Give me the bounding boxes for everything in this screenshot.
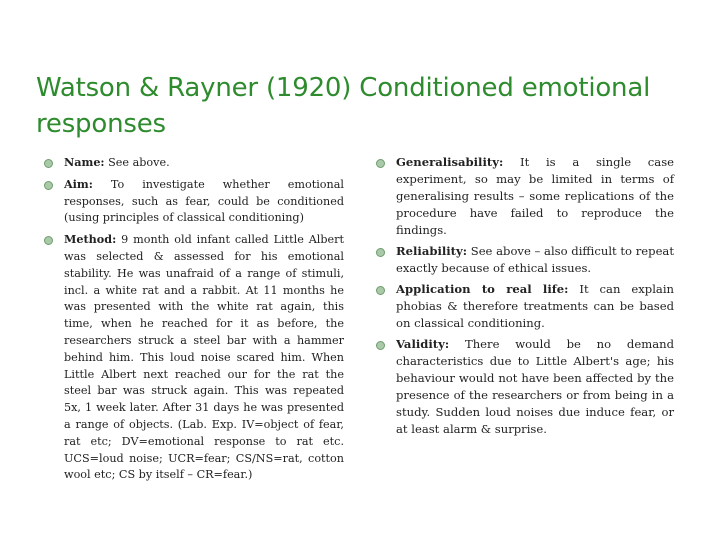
bullet-term: Generalisability:: [396, 155, 504, 169]
bullet-icon: [376, 286, 385, 295]
bullet-text: See above.: [108, 156, 170, 169]
left-column: [40, 154, 344, 488]
slide-title: Watson & Rayner (1920) Conditioned emotional responses: [36, 73, 651, 139]
right-bullet-list: [372, 154, 674, 438]
bullet-text: To investigate whether emotional responses, such as fear, could be conditioned (using principles of classical conditioning): [64, 177, 344, 225]
bullet-term: Application to real life:: [396, 282, 569, 296]
bullet-icon: [44, 236, 53, 245]
bullet-term: Aim:: [64, 176, 93, 191]
bullet-term: Name:: [64, 155, 105, 169]
bullet-generalisability: [372, 154, 674, 239]
bullet-application: [372, 281, 674, 332]
right-column: [372, 154, 674, 442]
bullet-name: [40, 154, 344, 172]
bullet-text: See above – also difficult to repeat exactly because of ethical issues.: [396, 244, 675, 275]
bullet-reliability: [372, 243, 674, 277]
bullet-text: 9 month old infant called Little Albert was selected & assessed for his emotional stability. He was unafraid of a range of stimuli, incl. a white rat and a rabbit. At 11 months he was presented with the white rat again, this time, when he reached for it as before, the researchers struck a steel bar with a hammer behind him. This loud noise scared him. When Little Albert next reached our for the rat the steel bar was struck again. This was repeated 5x, 1 week later. After 31 days he was presented a range of objects. (Lab. Exp. IV=object of fear, rat etc; DV=emotional response to rat etc. UCS=loud noise; UCR=fear; CS/NS=rat, cotton wool etc; CS by itself – CR=fear.): [64, 233, 344, 482]
bullet-icon: [44, 181, 53, 190]
bullet-icon: [376, 159, 385, 168]
left-bullet-list: [40, 154, 344, 484]
bullet-icon: [44, 159, 53, 168]
bullet-validity: [372, 336, 674, 438]
bullet-text: There would be no demand characteristics due to Little Albert's age; his behaviour would not have been affected by the presence of the researchers or from being in a study. Sudden loud noises due induce fear, or at least alarm & surprise.: [396, 337, 675, 436]
bullet-text: It can explain phobias & therefore treatments can be based on classical conditioning.: [396, 282, 675, 330]
bullet-term: Validity:: [396, 337, 450, 351]
bullet-term: Reliability:: [396, 244, 468, 258]
bullet-icon: [376, 341, 385, 350]
bullet-method: [40, 231, 344, 484]
bullet-term: Method:: [64, 232, 117, 247]
bullet-icon: [376, 248, 385, 257]
bullet-aim: [40, 176, 344, 227]
bullet-text: It is a single case experiment, so may be limited in terms of generalising results – some replications of the procedure have failed to reproduce the findings.: [396, 155, 675, 237]
